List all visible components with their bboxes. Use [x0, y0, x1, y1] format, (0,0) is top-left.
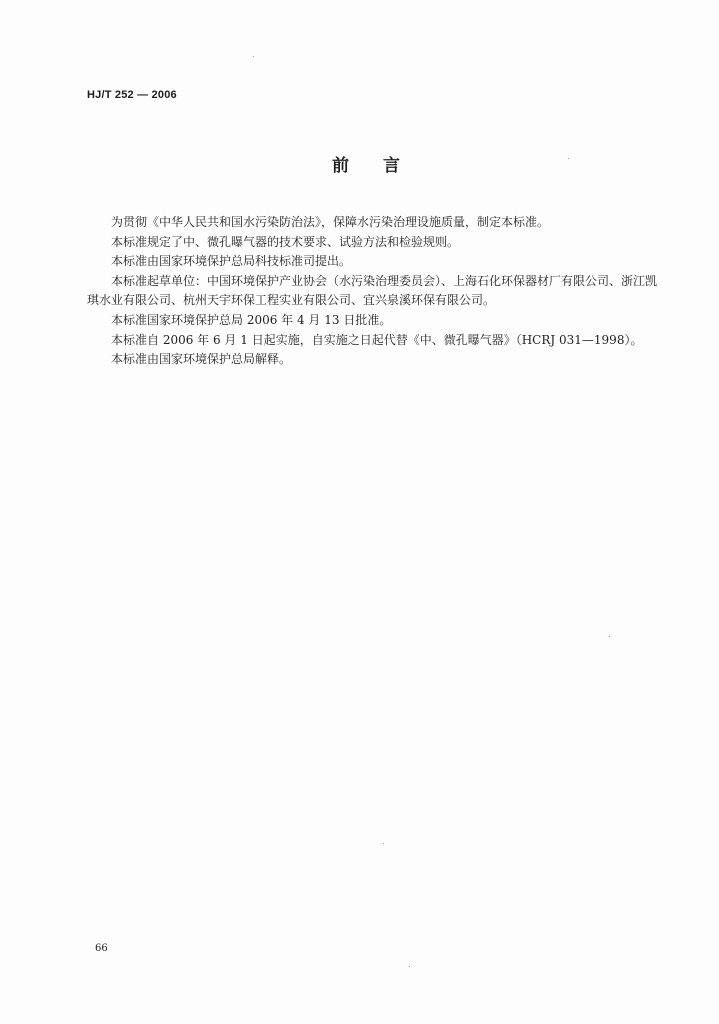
paragraph-proposer: 本标准由国家环境保护总局科技标准司提出。 — [111, 254, 352, 269]
paragraph-purpose: 为贯彻《中华人民共和国水污染防治法》，保障水污染治理设施质量，制定本标准。 — [111, 215, 550, 229]
page-title: 前言 — [332, 156, 434, 176]
paragraph-interpretation: 本标准由国家环境保护总局解释。 — [111, 352, 292, 367]
paragraph-implementation: 本标准自 2006 年 6 月 1 日起实施，自实施之日起代替《中、微孔曝气器》（HCRJ 031—1998）。 — [111, 332, 643, 347]
scan-speck — [409, 966, 410, 967]
page-number: 66 — [95, 943, 108, 954]
scan-speck — [383, 843, 384, 844]
paragraph-scope: 本标准规定了中、微孔曝气器的技术要求、试验方法和检验规则。 — [111, 234, 460, 249]
paragraph-drafters: 本标准起草单位：中国环境保护产业协会（水污染治理委员会）、上海石化环保器材厂有限公司、浙江凯琪水业有限公司、杭州天宇环保工程实业有限公司、宜兴泉溪环保有限公司。 — [87, 273, 658, 308]
standard-code: HJ/T 252 — 2006 — [87, 89, 177, 101]
foreword-body — [87, 213, 667, 370]
scan-speck — [568, 158, 569, 159]
paragraph-approval: 本标准国家环境保护总局 2006 年 4 月 13 日批准。 — [111, 312, 392, 327]
scan-speck — [609, 636, 610, 637]
scan-speck — [253, 56, 254, 57]
